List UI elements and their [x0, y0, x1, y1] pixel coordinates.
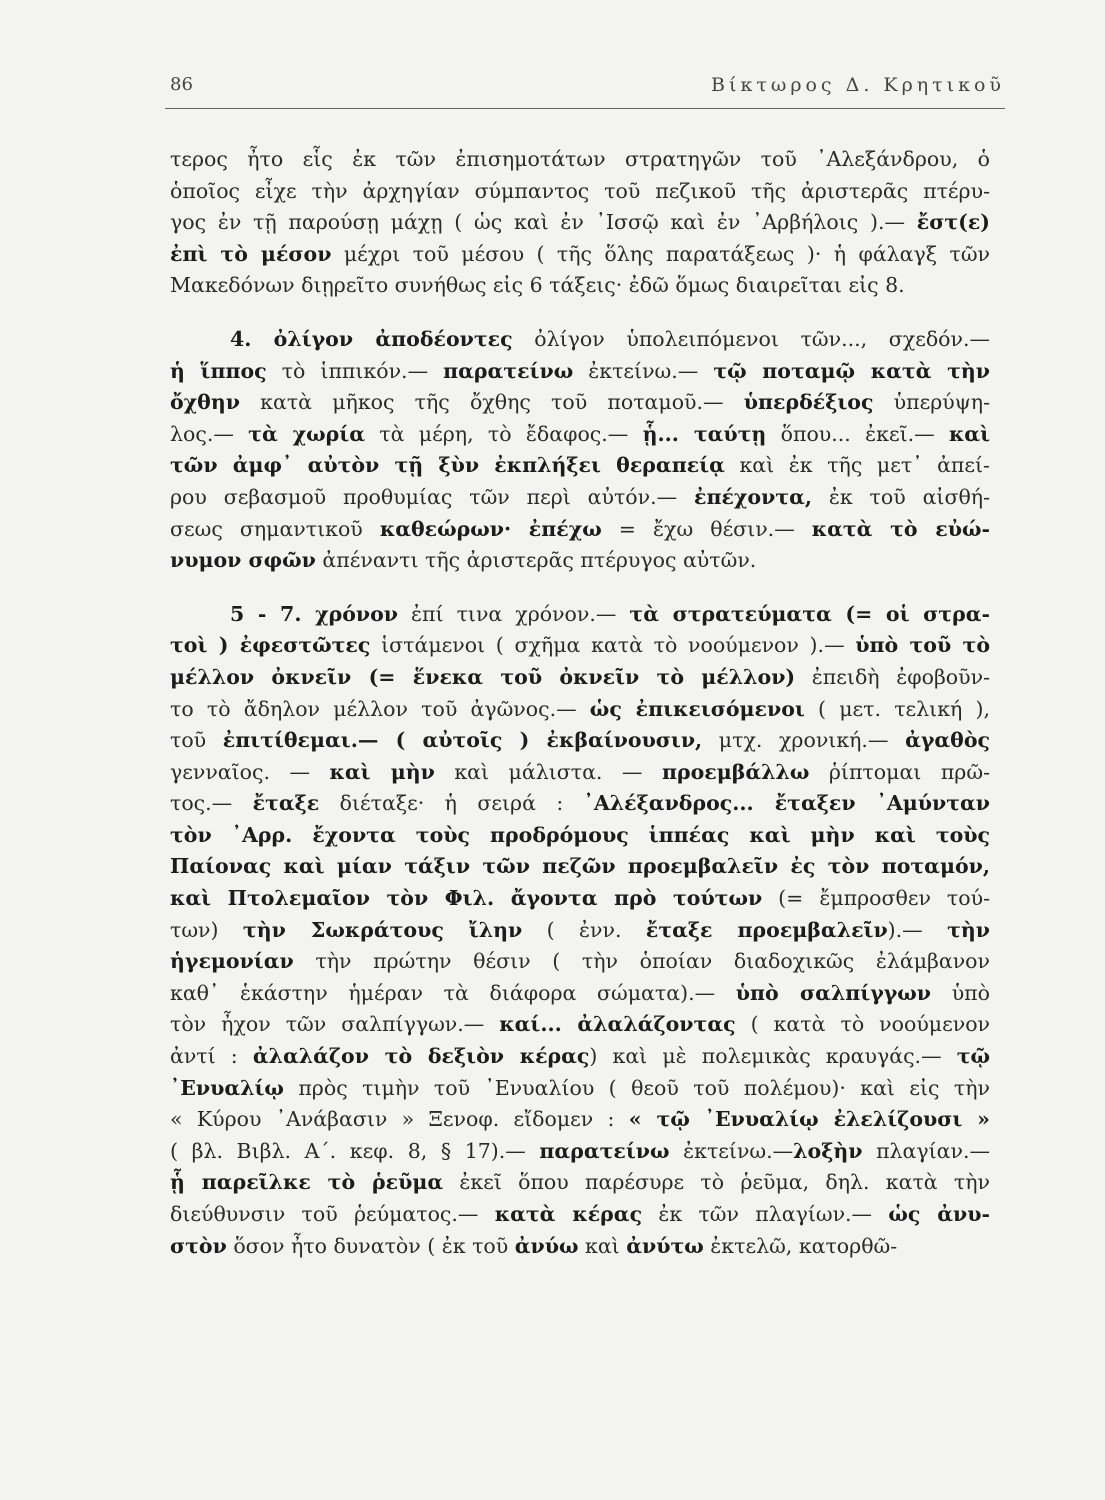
bold-term: καί... ἀλαλάζοντας	[499, 1012, 736, 1037]
page-number: 86	[170, 74, 193, 95]
bold-term: μέλλον ὀκνεῖν (= ἕνεκα τοῦ ὀκνεῖν τὸ μέλλον)	[170, 664, 796, 689]
bold-term: καθεώρων· ἐπέχω	[379, 516, 602, 541]
bold-term: ἀγαθὸς	[905, 728, 990, 753]
text-segment: ἐπί τινα χρόνον.—	[398, 601, 630, 626]
text-line	[170, 1104, 990, 1136]
text-segment: ἐκτείνω.—	[669, 1138, 794, 1163]
text-segment: ῥίπτομαι πρῶ-	[809, 759, 990, 784]
header-rule	[165, 108, 1005, 109]
running-head: Βίκτωρος Δ. Κρητικοῦ	[711, 74, 1005, 96]
text-line	[170, 239, 990, 271]
bold-term: λοξὴν	[793, 1138, 863, 1163]
text-line	[170, 1231, 990, 1263]
text-line	[170, 176, 990, 208]
text-segment: τὸ ἱππικόν.—	[266, 358, 444, 383]
bold-term: ᾗ... ταύτῃ	[642, 421, 767, 446]
bold-term: ὄχθην	[170, 390, 240, 415]
bold-term: νυμον σφῶν	[170, 548, 316, 573]
text-segment: μτχ. χρονική.—	[702, 728, 906, 753]
bold-term: ἔταξε προεμβαλεῖν	[645, 917, 888, 942]
text-segment: διεύθυνσιν τοῦ ῥεύματος.—	[170, 1202, 495, 1226]
text-segment: ἐκ τοῦ αἰσθή-	[812, 484, 990, 509]
text-segment: λος.—	[170, 421, 249, 446]
bold-term: ὡς ἀνυ-	[888, 1202, 990, 1226]
text-line	[170, 1041, 990, 1073]
bold-term: ὡς ἐπικεισόμενοι	[589, 696, 805, 721]
text-segment: μέχρι τοῦ μέσου ( τῆς ὅλης παρατάξεως )· ἡ φάλαγξ τῶν	[331, 241, 990, 266]
bold-term: προεμβάλλω	[661, 759, 810, 784]
paragraph	[170, 599, 990, 1262]
text-line	[170, 788, 990, 820]
text-segment: ( κατὰ τὸ νοούμενον	[735, 1012, 990, 1037]
bold-term: τὰ χωρία	[248, 421, 365, 446]
bold-term: ἐπέχοντα,	[694, 484, 813, 509]
text-segment: ὑπὸ	[931, 980, 990, 1005]
text-segment: διέταξε· ἡ σειρά :	[319, 791, 584, 816]
text-segment: ( ἐνν.	[522, 917, 646, 942]
bold-term: ἡ ἵππος	[170, 358, 267, 383]
page-header	[170, 74, 1005, 102]
text-segment: ὁποῖος εἶχε τὴν ἀρχηγίαν σύμπαντος τοῦ πεζικοῦ τῆς ἀριστερᾶς πτέρυ-	[170, 178, 990, 203]
text-line	[170, 662, 990, 694]
paragraph-gap	[170, 577, 990, 599]
bold-term: τῷ ποταμῷ κατὰ τὴν	[713, 358, 991, 383]
text-segment: τὸν ἦχον τῶν σαλπίγγων.—	[170, 1012, 500, 1037]
text-segment: ρου σεβασμοῦ προθυμίας τῶν περὶ αὐτόν.—	[170, 484, 694, 509]
text-segment: ( μετ. τελική ),	[804, 696, 991, 721]
bold-term: κατὰ τὸ εὐώ-	[811, 516, 990, 541]
text-line	[170, 1136, 990, 1168]
text-segment: ἐκ τῶν πλαγίων.—	[642, 1202, 889, 1226]
text-line	[170, 725, 990, 757]
bold-term: ὑπερδέξιος	[743, 390, 874, 415]
text-segment: τοῦ	[170, 728, 223, 753]
text-line	[170, 482, 990, 514]
bold-term: καὶ	[948, 421, 990, 446]
text-segment: σεως σημαντικοῦ	[170, 516, 380, 541]
bold-term: ὑπὸ σαλπίγγων	[735, 980, 932, 1005]
text-segment: ἐκεῖ ὅπου παρέσυρε τὸ ῥεῦμα, δηλ. κατὰ τὴν	[443, 1170, 990, 1195]
bold-term: ἀνύω	[514, 1233, 579, 1258]
text-line	[170, 1073, 990, 1105]
text-segment: γος ἐν τῇ παρούσῃ μάχῃ ( ὡς καὶ ἐν ᾿Ισσῷ καὶ ἐν ᾿Αρβήλοις ).—	[170, 210, 917, 235]
text-segment: ἀπέναντι τῆς ἀριστερᾶς πτέρυγος αὐτῶν.	[315, 548, 757, 573]
bold-term: ὑπὸ τοῦ τὸ	[855, 633, 990, 658]
paragraph	[170, 144, 990, 302]
text-line	[170, 915, 990, 947]
text-segment: καὶ ἐκ τῆς μετ᾿ ἀπεί-	[724, 453, 990, 478]
text-line	[170, 599, 990, 631]
text-segment: ὅσον ἦτο δυνατὸν ( ἐκ τοῦ	[226, 1233, 515, 1258]
text-segment: (= ἔμπροσθεν τού-	[762, 886, 990, 911]
text-segment: πλαγίαν.—	[862, 1138, 990, 1163]
bold-term: « τῷ ᾿Ενυαλίῳ ἐλελίζουσι »	[628, 1107, 990, 1132]
bold-term: παρατείνω	[539, 1138, 670, 1163]
text-line	[170, 883, 990, 915]
bold-term: ᾿Αλέξανδρος... ἔταξεν ᾿Αμύνταν	[583, 791, 990, 816]
text-segment: πρὸς τιμὴν τοῦ ᾿Ενυαλίου ( θεοῦ τοῦ πολέμου)· καὶ εἰς τὴν	[283, 1075, 990, 1100]
bold-term: ἀλαλάζον τὸ δεξιὸν κέρας	[252, 1044, 590, 1069]
bold-term: ᾿Ενυαλίῳ	[170, 1075, 284, 1100]
bold-term: κατὰ κέρας	[494, 1202, 643, 1226]
text-line	[170, 387, 990, 419]
text-line	[170, 207, 990, 239]
text-segment: « Κύρου ᾿Ανάβασιν » Ξενοφ. εἴδομεν :	[170, 1107, 629, 1132]
text-line	[170, 1199, 990, 1231]
bold-term: ᾗ παρεῖλκε τὸ ῥεῦμα	[170, 1170, 444, 1195]
text-segment: καὶ	[578, 1233, 627, 1258]
text-line	[170, 978, 990, 1010]
text-segment: ὀλίγον ὑπολειπόμενοι τῶν..., σχεδόν.—	[512, 326, 990, 351]
bold-term: τὴν Σωκράτους ἴλην	[242, 917, 523, 942]
text-line	[170, 450, 990, 482]
text-segment: ἐκτελῶ, κατορθῶ-	[703, 1233, 898, 1258]
text-segment: ἐκτείνω.—	[573, 358, 714, 383]
bold-term: ἡγεμονίαν	[170, 949, 294, 974]
text-segment: γενναῖος. —	[170, 759, 330, 784]
bold-term: τῷ	[956, 1044, 990, 1069]
text-segment: ὑπερύψη-	[873, 390, 990, 415]
text-line	[170, 946, 990, 978]
bold-term: ἐπιτίθεμαι.— ( αὐτοῖς ) ἐκβαίνουσιν,	[222, 728, 703, 753]
text-segment: ἀντί :	[170, 1044, 253, 1069]
paragraph	[170, 324, 990, 577]
text-line	[170, 694, 990, 726]
bold-term: τῶν ἀμφ᾿ αὐτὸν τῇ ξὺν ἐκπλήξει θεραπείᾳ	[170, 453, 725, 478]
paragraph-gap	[170, 302, 990, 324]
text-segment: ( βλ. Βιβλ. Α΄. κεφ. 8, § 17).—	[170, 1138, 540, 1163]
text-segment: τὰ μέρη, τὸ ἔδαφος.—	[365, 421, 643, 446]
text-segment: καὶ μάλιστα. —	[434, 759, 662, 784]
text-segment: ) καὶ μὲ πολεμικὰς κραυγάς.—	[589, 1044, 957, 1069]
bold-term: καὶ μὴν	[329, 759, 435, 784]
text-line	[170, 419, 990, 451]
text-line	[170, 1009, 990, 1041]
text-line	[170, 356, 990, 388]
bold-term: ἔταξε	[252, 791, 320, 816]
text-segment: ἱστάμενοι ( σχῆμα κατὰ τὸ νοούμενον ).—	[370, 633, 856, 658]
text-line	[170, 851, 990, 883]
bold-term: παρατείνω	[443, 358, 574, 383]
text-segment: των)	[170, 917, 243, 942]
bold-term: τὴν	[947, 917, 990, 942]
bold-term: τοὶ ) ἐφεστῶτες	[170, 633, 371, 658]
text-line	[170, 514, 990, 546]
text-segment: ἐπειδὴ ἐφοβοῦν-	[795, 664, 990, 689]
text-segment: τος.—	[170, 791, 253, 816]
text-line	[170, 757, 990, 789]
text-line	[170, 630, 990, 662]
text-segment: ).—	[887, 917, 948, 942]
text-line	[170, 324, 990, 356]
text-segment: ὅπου... ἐκεῖ.—	[766, 421, 949, 446]
bold-term: 4. ὀλίγον ἀποδέοντες	[230, 326, 513, 351]
bold-term: ἐπὶ τὸ μέσον	[170, 241, 332, 266]
text-line	[170, 270, 990, 302]
text-segment: Μακεδόνων διῃρεῖτο συνήθως εἰς 6 τάξεις· ἐδῶ ὅμως διαιρεῖται εἰς 8.	[170, 273, 905, 298]
text-line	[170, 1167, 990, 1199]
bold-term: τὰ στρατεύματα (= οἱ στρα-	[629, 601, 990, 626]
body-text	[170, 144, 990, 1262]
text-line	[170, 144, 990, 176]
text-line	[170, 545, 990, 577]
bold-term: Παίονας καὶ μίαν τάξιν τῶν πεζῶν προεμβαλεῖν ἐς τὸν ποταμόν,	[170, 854, 990, 879]
bold-term: καὶ Πτολεμαῖον τὸν Φιλ. ἄγοντα πρὸ τούτων	[170, 886, 763, 911]
text-segment: τερος ἦτο εἷς ἐκ τῶν ἐπισημοτάτων στρατηγῶν τοῦ ᾿Αλεξάνδρου, ὁ	[170, 147, 990, 171]
text-segment: κατὰ μῆκος τῆς ὄχθης τοῦ ποταμοῦ.—	[239, 390, 744, 415]
text-line	[170, 820, 990, 852]
bold-term: τὸν ᾿Αρρ. ἔχοντα τοὺς προδρόμους ἱππέας καὶ μὴν καὶ τοὺς	[170, 822, 990, 847]
bold-term: 5 - 7. χρόνον	[230, 601, 399, 626]
bold-term: στὸν	[170, 1233, 227, 1258]
text-segment: καθ᾿ ἑκάστην ἡμέραν τὰ διάφορα σώματα).—	[170, 980, 736, 1005]
text-segment: τὴν πρώτην θέσιν ( τὴν ὁποίαν διαδοχικῶς ἐλάμβανον	[293, 949, 990, 974]
bold-term: ἔστ(ε)	[916, 210, 990, 235]
text-segment: το τὸ ἄδηλον μέλλον τοῦ ἀγῶνος.—	[170, 696, 590, 721]
text-segment: = ἔχω θέσιν.—	[601, 516, 812, 541]
bold-term: ἀνύτω	[626, 1233, 704, 1258]
